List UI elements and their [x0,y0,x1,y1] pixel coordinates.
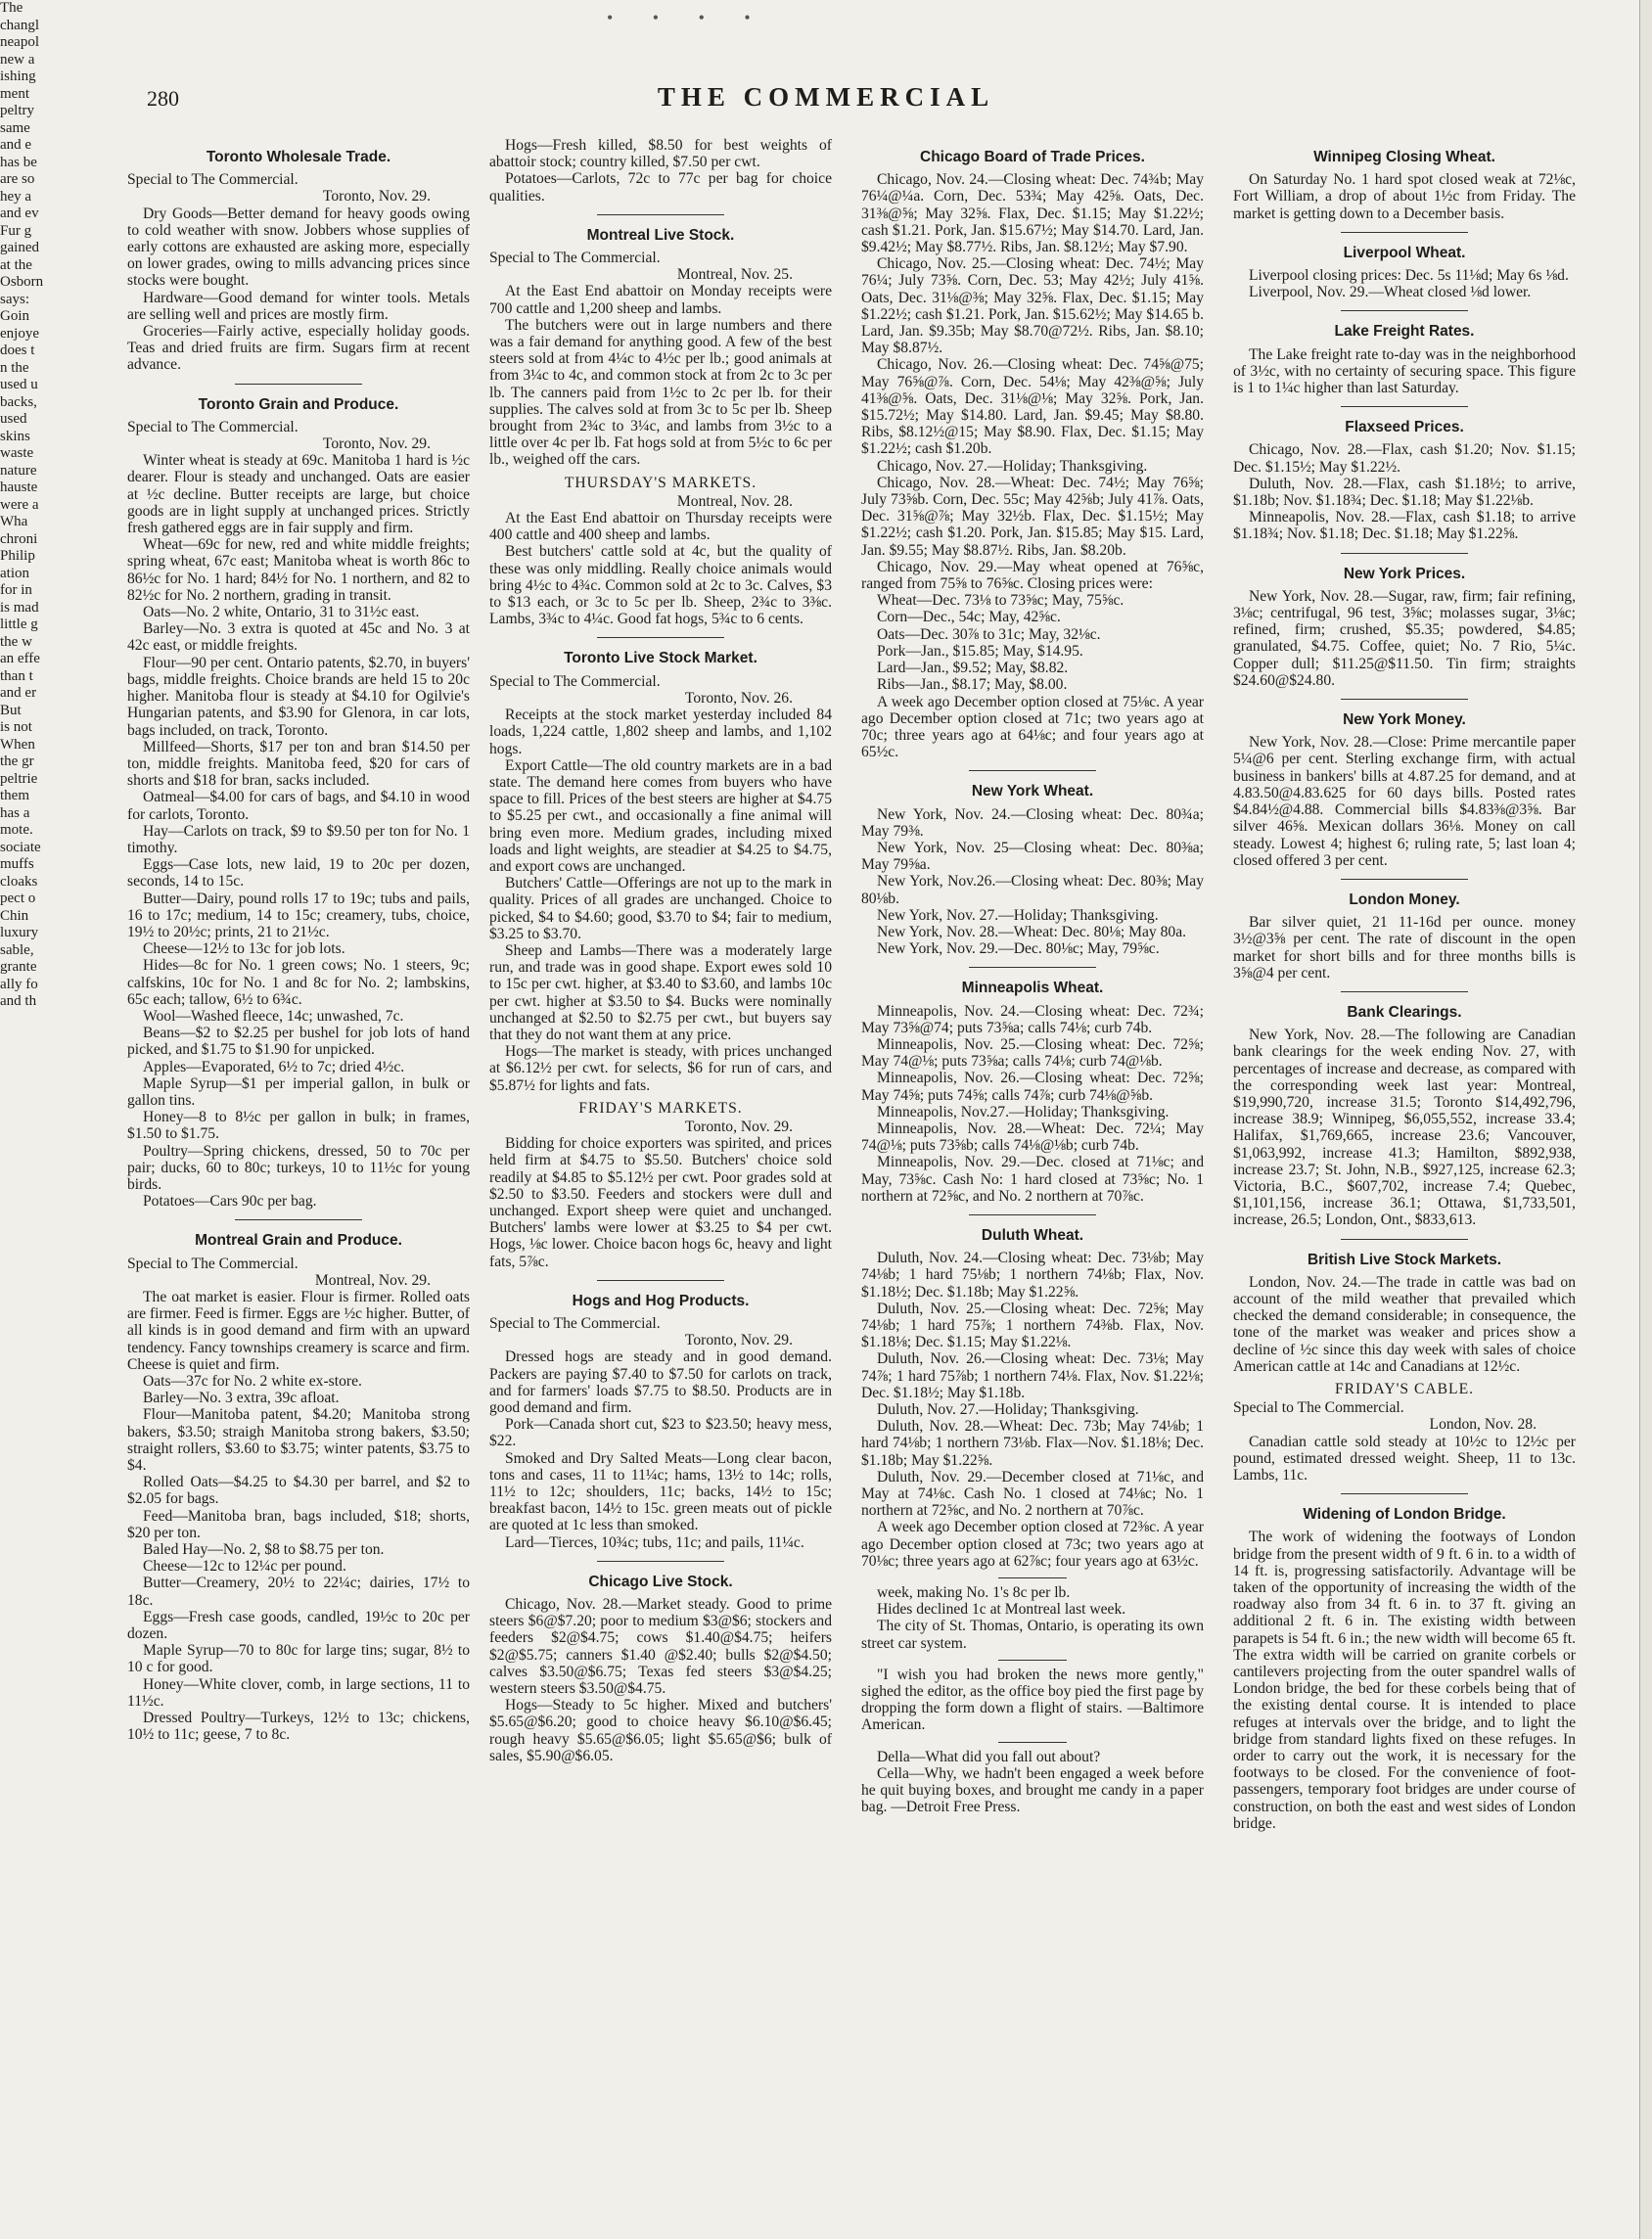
paragraph: "I wish you had broken the news more gently," sighed the editor, as the office boy pied the first page by dropping the form down a flight of stairs. —Baltimore American. [861,1666,1204,1734]
paragraph: Eggs—Case lots, new laid, 19 to 20c per dozen, seconds, 14 to 15c. [127,856,470,891]
cropped-text-fragment: n the [0,359,29,376]
paragraph: Poultry—Spring chickens, dressed, 50 to 70c per pair; ducks, 60 to 80c; turkeys, 10 to 11½c for young birds. [127,1142,470,1193]
paragraph: Winter wheat is steady at 69c. Manitoba 1 hard is ½c dearer. Flour is steady and unchanged. Oats are easier at ½c decline. Butter receipts are large, but choice goods are in light supply at unchanged prices. Strictly fresh gathered eggs are in fair supply and firm. [127,452,470,537]
cropped-text-fragment: muffs [0,856,34,872]
article-headline: Montreal Live Stock. [586,226,735,244]
dateline: Toronto, Nov. 26. [684,689,793,707]
divider-rule [969,770,1096,771]
cropped-text-fragment: little g [0,617,38,632]
paragraph: Maple Syrup—$1 per imperial gallon, in bulk or gallon tins. [127,1074,470,1109]
cropped-text-fragment: ally fo [0,976,38,992]
cropped-text-fragment: Wha [0,514,28,529]
cropped-text-fragment: sable, [0,941,34,958]
article-headline: New York Money. [1343,711,1466,729]
article-headline: Toronto Live Stock Market. [564,650,757,667]
paragraph: Liverpool closing prices: Dec. 5s 11⅛d; May 6s ⅛d. [1249,267,1569,285]
paragraph: Honey—8 to 8½c per gallon in bulk; in frames, $1.50 to $1.75. [127,1109,470,1143]
article-headline: Toronto Wholesale Trade. [206,149,391,165]
paragraph: Wheat—Dec. 73⅛ to 73⅝c; May, 75⅝c. [877,592,1124,610]
divider-rule [597,1280,724,1281]
divider-rule [1341,1493,1468,1494]
paragraph: Hides—8c for No. 1 green cows; No. 1 steers, 9c; calfskins, 10c for No. 1 and 8c for No. 2; lambskins, 65c each; tallow, 6½ to 6¾c. [127,957,470,1008]
top-marks: • • • • [607,8,768,27]
paragraph: Minneapolis, Nov. 26.—Closing wheat: Dec. 72⅝; May 74⅝; puts 74⅝; calls 74⅞; curb 74⅛@⅝b. [861,1070,1204,1104]
cropped-text-fragment: waste [0,445,34,461]
divider-rule [998,1660,1067,1661]
paragraph: Minneapolis, Nov. 24.—Closing wheat: Dec. 72¾; May 73⅝@74; puts 73⅝a; calls 74⅛; curb 74b. [861,1002,1204,1036]
paragraph: New York, Nov.26.—Closing wheat: Dec. 80⅜; May 80⅛b. [861,873,1204,907]
cropped-text-fragment: same [0,119,30,136]
cropped-text-fragment: gained [0,240,39,255]
divider-rule [998,1742,1067,1743]
paragraph: Honey—White clover, comb, in large sections, 11 to 11½c. [127,1675,470,1710]
cropped-text-fragment: than t [0,667,33,684]
paragraph: Apples—Evaporated, 6½ to 7c; dried 4½c. [143,1058,405,1075]
paragraph: A week ago December option closed at 75⅛c. A year ago December option closed at 71c; two years ago at 70c; three years ago at 64⅛c; and four years ago at 65½c. [861,693,1204,761]
cropped-text-fragment: are so [0,171,35,187]
cropped-text-fragment: pect o [0,891,36,906]
cropped-text-fragment: ishing [0,69,36,84]
cropped-text-fragment: The [0,0,23,16]
paragraph: London, Nov. 24.—The trade in cattle was bad on account of the mild weather that prevailed which checked the demand considerable; in consequence, the tone of the market was weaker and prices show a decline of ½c since this day week with sales of choice American cattle at 14c and Canadians at 12½c. [1233,1273,1576,1375]
article [1233,149,1576,222]
cropped-text-fragment: has be [0,154,37,170]
paragraph: Della—What did you fall out about? [877,1748,1101,1765]
cropped-text-fragment: grante [0,959,37,975]
paragraph: Hogs—Steady to 5c higher. Mixed and butchers' $5.65@$6.20; good to choice heavy $6.10@$6.45; rough heavy $5.65@$6.05; light $5.65@$6; bulk of sales, $5.90@$6.05. [489,1697,832,1764]
cropped-text-fragment: Chin [0,907,29,924]
article [861,770,1204,957]
paragraph: Dressed hogs are steady and in good demand. Packers are paying $7.40 to $7.50 for carlots on track, and for farmers' loads $7.75 to $8.50. Products are in good demand and firm. [489,1348,832,1417]
paragraph: Liverpool, Nov. 29.—Wheat closed ⅛d lower. [1249,284,1532,301]
cropped-text-fragment: cloaks [0,873,38,890]
cropped-text-fragment: the gr [0,754,34,769]
column-1 [127,137,470,2231]
divider-rule [1341,1239,1468,1240]
article [489,1561,832,1764]
article-headline: Hogs and Hog Products. [572,1292,750,1309]
cropped-text-fragment: Goin [0,308,29,324]
paragraph: Cella—Why, we hadn't been engaged a week before he quit buying boxes, and brought me candy in a paper bag. —Detroit Free Press. [861,1764,1204,1816]
paragraph: Cheese—12c to 12¼c per pound. [143,1558,346,1576]
paragraph: Potatoes—Cars 90c per bag. [143,1193,317,1211]
paragraph: Oats—Dec. 30⅞ to 31c; May, 32⅛c. [877,625,1101,643]
paragraph: Wheat—69c for new, red and white middle freights; spring wheat, 67c east; Manitoba wheat is worth 86c to 86½c for No. 1 hard; 84½ for No. 1 northern, and 82 to 82½c for No. 2 northern, grading in transit. [127,536,470,604]
cropped-text-fragment: is not [0,719,32,735]
sub-headline: FRIDAY'S MARKETS. [578,1099,743,1117]
cropped-text-fragment: chroni [0,530,38,547]
paragraph: Receipts at the stock market yesterday included 84 loads, 1,224 cattle, 1,802 sheep and lambs, and 1,102 hogs. [489,707,832,757]
paragraph: Butchers' Cattle—Offerings are not up to the mark in quality. Prices of all grades are unchanged. Choice to picked, $4 to $4.60; good, $3.70 to $4; fair to medium, $3.25 to $3.70. [489,875,832,942]
paragraph: Chicago, Nov. 28.—Market steady. Good to prime steers $6@$7.20; poor to medium $3@$6; stockers and feeders $2@$4.75; cows $1.40@$4.75; heifers $2@$5.75; canners $1.40 @$2.40; bulls $2@$4.50; calves $3.50@$6.75; Texas fed steers $3@$4.25; western steers $3.50@$4.75. [489,1596,832,1698]
paragraph: Hardware—Good demand for winter tools. Metals are selling well and prices are mostly firm. [127,289,470,323]
cropped-text-fragment: is mad [0,599,39,616]
cropped-text-fragment: and th [0,993,37,1009]
dateline: Montreal, Nov. 25. [676,266,793,284]
cropped-text-fragment: says: [0,291,29,307]
special-line: Special to The Commercial. [127,418,298,435]
paragraph: New York, Nov. 28.—Sugar, raw, firm; fair refining, 3⅛c; centrifugal, 96 test, 3⅝c; molasses sugar, 3⅛c; refined, firm; crushed, $5.35; powdered, $4.85; granulated, $4.75. Coffee, quiet; No. 7 Rio, 5¼c. Copper dull; $11.25@$11.50. Tin firm; straights $24.60@$24.80. [1233,587,1576,689]
paragraph: Chicago, Nov. 26.—Closing wheat: Dec. 74⅝@75; May 76⅝@⅞. Corn, Dec. 54⅛; May 42⅜@⅝; July 41⅜@⅝. Oats, Dec. 31⅛@⅛; May 32⅝. Pork, Jan. $15.72½; May $14.80. Lard, Jan. $9.45; May $8.80. Ribs, $8.12½@15; May $8.90. Flax, Dec. $1.15; May $1.22½; cash $1.20b. [861,356,1204,458]
divider-rule [1341,991,1468,992]
article [1233,406,1576,542]
paragraph: New York, Nov. 28.—Wheat: Dec. 80⅛; May 80a. [877,923,1187,940]
cropped-text-fragment: Philip [0,548,35,564]
paragraph: Pork—Jan., $15.85; May, $14.95. [877,642,1083,660]
article-headline: Montreal Grain and Produce. [195,1232,402,1250]
cropped-text-fragment: for in [0,582,32,598]
masthead-title: THE COMMERCIAL [657,82,995,112]
column-4 [1233,137,1576,2231]
paragraph: Best butchers' cattle sold at 4c, but the quality of these was only middling. Really choice animals would bring 4½c to 4¾c. Common sold at 2c to 3c. Calves, $3 to $13 each, or 3c to 5c per lb. Sheep, 2¾c to 3⅜c. Lambs, 3¾c to 4¼c. Good fat hogs, 5¾c to 6 cents. [489,543,832,628]
paragraph: The work of widening the footways of London bridge from the present width of 9 ft. 6 in. to a width of 14 ft. is, progressing satisfactorily. Advantage will be taken of the opportunity of increasing the width of the roadway also from 34 ft. 6 in. to 37 ft. giving an additional 2 ft. 6 in. The existing width between parapets is 54 ft. 6 in.; the new width will become 65 ft. The extra width will be carried on granite corbels or cantilevers projecting from the outer spandrel walls of London bridge, the bed for these corbels being that of the existing dental course. It is intended to place refuges at intervals over the bridge, and to light the bridge from standard lights fixed on these refuges. In order to carry out the work, it is necessary for the footways to be closed. For the convenience of foot-passengers, temporary foot bridges are under course of construction, on both the east and west sides of London bridge. [1233,1529,1576,1832]
paragraph: Chicago, Nov. 27.—Holiday; Thanksgiving. [877,457,1148,475]
paragraph: Dry Goods—Better demand for heavy goods owing to cold weather with snow. Jobbers whose supplies of early cottons are exhausted are asking more, especially on lower grades, owing to mills advancing prices since stocks were bought. [127,205,470,290]
article-headline: New York Wheat. [971,783,1094,800]
paragraph: week, making No. 1's 8c per lb. [877,1584,1071,1602]
paragraph: New York, Nov. 28.—The following are Canadian bank clearings for the week ending Nov. 27, with percentages of increase and decrease, as compared with the corresponding week last year: Montreal, $19,990,720, increase 31.5; Toronto $14,492,796, increase 38.9; Winnipeg, $6,055,552, increase 33.4; Halifax, $1,769,665, increase 23.6; Vancouver, $1,063,992, increase 41.3; Hamilton, $892,938, increase 23.7; St. John, N.B., $927,125, increase 62.3; Victoria, B.C., $607,702, increase 7.4; Quebec, $1,101,156, increase 36.1; Ottawa, $1,733,501, increase, 26.5; London, Ont., $833,613. [1233,1027,1576,1229]
article [861,1214,1204,1570]
paragraph: Duluth, Nov. 28.—Flax, cash $1.18½; to arrive, $1.18b; Nov. $1.18¾; Dec. $1.18; May $1.22⅛b. [1233,475,1576,510]
cropped-text-fragment: new a [0,51,35,68]
cropped-text-fragment: them [0,788,29,803]
paragraph: Groceries—Fairly active, especially holiday goods. Teas and dried fruits are firm. Sugars firm at recent advance. [127,323,470,374]
cropped-text-fragment: changl [0,17,39,33]
article [127,149,470,374]
divider-rule [1341,406,1468,407]
special-line: Special to The Commercial. [127,171,298,189]
paragraph: Barley—No. 3 extra is quoted at 45c and No. 3 at 42c east, or middle freights. [127,620,470,655]
cropped-text-fragment: ment [0,85,29,102]
paragraph: Flour—Manitoba patent, $4.20; Manitoba strong bakers, $3.50; straigh Manitoba strong bakers, $3.50; straight rollers, $3.60 to $3.75; winter patents, $3.75 to $4. [127,1406,470,1475]
column-2 [489,137,832,2231]
article-headline: Chicago Live Stock. [588,1573,733,1590]
paragraph: Butter—Dairy, pound rolls 17 to 19c; tubs and pails, 16 to 17c; medium, 14 to 15c; creamery, tubs, choice, 19½ to 20½c; prints, 21 to 21½c. [127,890,470,940]
paragraph: Hogs—Fresh killed, $8.50 for best weights of abattoir stock; country killed, $7.50 per cwt. [489,137,832,171]
paragraph: Millfeed—Shorts, $17 per ton and bran $14.50 per ton, middle freights. Manitoba feed, $20 for cars of shorts and $18 for bran, sacks included. [127,738,470,790]
article-headline: Winnipeg Closing Wheat. [1313,149,1495,165]
paragraph: Chicago, Nov. 25.—Closing wheat: Dec. 74½; May 76¼; July 73⅝. Corn, Dec. 53; May 42½; July 41⅝. Oats, Dec. 31⅛@⅜; May 32⅝. Flax, Dec. $1.15; May $1.22½; cash $1.21. Pork, Jan. $15.62½; May $14.65 b. Lard, Jan. $9.35b; May $8.70@72½. Ribs, Jan. $8.10; May $8.87½. [861,255,1204,357]
cropped-text-fragment: and e [0,137,32,153]
paragraph: Duluth, Nov. 26.—Closing wheat: Dec. 73⅛; May 74⅞; 1 hard 75⅞b; 1 northern 74⅛. Flax, Nov. $1.22⅛; Dec. $1.18½; May $1.18b. [861,1350,1204,1401]
cropped-text-fragment: When [0,736,35,753]
cropped-text-fragment: neapol [0,34,39,50]
paragraph: Flour—90 per cent. Ontario patents, $2.70, in buyers' bags, middle freights. Choice brands are held 15 to 20c higher. Manitoba flour is steady at $4.10 for Ogilvie's Hungarian patents, and $3.90 for Glenora, in car lots, bags included, on track, Toronto. [127,654,470,739]
article [489,137,832,205]
cropped-text-fragment: has a [0,804,30,821]
article [489,1280,832,1551]
article [1233,1239,1576,1485]
paragraph: A week ago December option closed at 72⅜c. A year ago December option closed at 73c; two years ago at 70⅛c; three years ago at 62⅞c; four years ago at 63½c. [861,1519,1204,1570]
article [1233,991,1576,1229]
divider-rule [1341,699,1468,700]
divider-rule [1341,879,1468,880]
article-headline: Widening of London Bridge. [1303,1506,1506,1524]
paragraph: Wool—Washed fleece, 14c; unwashed, 7c. [143,1007,404,1025]
paragraph: Baled Hay—No. 2, $8 to $8.75 per ton. [143,1541,385,1559]
dateline: Toronto, Nov. 29. [322,188,431,206]
paragraph: Sheep and Lambs—There was a moderately large run, and trade was in good shape. Export ewes sold 10 to 15c per cwt. higher, at $3.40 to $3.60, and lambs 10c per cwt. higher at $3.50 to $4. Bucks were nominally unchanged at $2.50 to $2.75 per cwt., but buyers say that they do not want them at any price. [489,941,832,1043]
paragraph: Chicago, Nov. 28.—Wheat: Dec. 74½; May 76⅝; July 73⅝b. Corn, Dec. 55c; May 42⅝b; July 41⅞. Oats, Dec. 31⅝@⅞; May 32½b. Flax, Dec. $1.15½; May $1.22½; cash $1.20. Pork, Jan. $15.85; May $15. Lard, Jan. $9.55; May $8.87½. Ribs, Jan. $8.20b. [861,474,1204,559]
paragraph: Barley—No. 3 extra, 39c afloat. [143,1390,340,1407]
paragraph: Hay—Carlots on track, $9 to $9.50 per ton for No. 1 timothy. [127,822,470,856]
dateline: Toronto, Nov. 29. [684,1118,793,1135]
article [127,384,470,1211]
paragraph: Eggs—Fresh case goods, candled, 19½c to 20c per dozen. [127,1608,470,1643]
cropped-text-fragment: enjoye [0,325,39,342]
divider-rule [969,967,1096,968]
dateline: London, Nov. 28. [1429,1416,1537,1434]
paragraph: Bidding for choice exporters was spirited, and prices held firm at $4.75 to $5.50. Butchers' choice sold readily at $4.85 to $5.12½ per cwt. Poor grades sold at $2.50 to $3.50. Feeders and stockers were dull and unchanged. Export sheep were quiet and unchanged. Butchers' lambs were lower at $3.25 to $4 per cwt. Hogs, ⅛c lower. Choice bacon hogs 6c, heavy and light fats, 5⅞c. [489,1135,832,1270]
paragraph: Oats—37c for No. 2 white ex-store. [143,1373,362,1391]
article [489,637,832,1269]
article [1233,1493,1576,1832]
paragraph: Hogs—The market is steady, with prices unchanged at $6.12½ per cwt. for selects, $6 for run of cars, and $5.87½ for lights and fats. [489,1043,832,1094]
article [861,1742,1204,1816]
article [861,967,1204,1205]
paragraph: Duluth, Nov. 27.—Holiday; Thanksgiving. [877,1401,1139,1419]
paragraph: Ribs—Jan., $8.17; May, $8.00. [877,676,1068,694]
article-headline: Minneapolis Wheat. [961,980,1104,997]
cropped-text-fragment: mote. [0,822,33,838]
cropped-text-fragment: peltrie [0,770,38,787]
cropped-text-fragment: backs, [0,393,37,410]
cropped-text-fragment: were a [0,496,39,513]
divider-rule [597,214,724,215]
paragraph: Smoked and Dry Salted Meats—Long clear bacon, tons and cases, 11 to 11¼c; hams, 13½ to 14c; rolls, 11½ to 12c; shoulders, 11c; backs, 14½ to 15c; breakfast bacon, 14½ to 15c. green meats out of pickle are quoted at 1c less than smoked. [489,1449,832,1534]
article-headline: Flaxseed Prices. [1345,419,1464,436]
cropped-text-fragment: hauste [0,480,38,495]
article-headline: New York Prices. [1343,565,1466,582]
paragraph: Cheese—12½ to 13c for job lots. [143,940,345,958]
paragraph: Butter—Creamery, 20½ to 22¼c; dairies, 17½ to 18c. [127,1575,470,1609]
cropped-text-fragment: and ev [0,206,39,221]
paragraph: Duluth, Nov. 24.—Closing wheat: Dec. 73⅛b; May 74⅛b; 1 hard 75⅛b; 1 northern 74⅛b; Flax, Nov. $1.18½; Dec. $1.18b; May $1.22⅝. [861,1250,1204,1301]
paragraph: Minneapolis, Nov. 25.—Closing wheat: Dec. 72⅝; May 74@⅛; puts 73⅝a; calls 74⅛; curb 74@⅛b. [861,1035,1204,1071]
paragraph: The oat market is easier. Flour is firmer. Rolled oats are firmer. Feed is firmer. Eggs are ½c higher. Butter, of all kinds is in good demand and firm with an upward tendency. Fancy townships creamery is scarce and firm. Cheese is quiet and firm. [127,1289,470,1373]
paragraph: New York, Nov. 24.—Closing wheat: Dec. 80¾a; May 79⅜. [861,805,1204,840]
cropped-text-fragment: at the [0,256,32,273]
column-3 [861,137,1204,2231]
paragraph: At the East End abattoir on Monday receipts were 700 cattle and 1,200 sheep and lambs. [489,283,832,317]
paragraph: Pork—Canada short cut, $23 to $23.50; heavy mess, $22. [489,1416,832,1450]
paragraph: Chicago, Nov. 28.—Flax, cash $1.20; Nov. $1.15; Dec. $1.15½; May $1.22½. [1233,441,1576,476]
paragraph: Dressed Poultry—Turkeys, 12½ to 13c; chickens, 10½ to 11c; geese, 7 to 8c. [127,1710,470,1744]
cropped-text-fragment: Osborn [0,274,44,290]
paragraph: Duluth, Nov. 29.—December closed at 71⅛c, and May at 74⅛c. Cash No. 1 closed at 74⅛c; No. 1 northern at 72⅝c, and No. 2 northern at 70⅞c. [861,1468,1204,1520]
paragraph: At the East End abattoir on Thursday receipts were 400 cattle and 400 sheep and lambs. [489,510,832,544]
cropped-text-fragment: But [0,702,22,718]
paragraph: The city of St. Thomas, Ontario, is operating its own street car system. [861,1618,1204,1652]
article-headline: Lake Freight Rates. [1334,323,1475,341]
article [1233,699,1576,869]
article [1233,310,1576,396]
divider-rule [235,384,362,385]
article [489,214,832,628]
article [861,149,1204,760]
paragraph: Chicago, Nov. 24.—Closing wheat: Dec. 74¾b; May 76¼@¼a. Corn, Dec. 53¾; May 42⅝. Oats, Dec. 31⅜@⅝; May 32⅝. Flax, Dec. $1.15; May $1.22½; cash $1.21. Pork, Jan. $15.67½; May $14.70. Lard, Jan. $9.42½; May $8.77½. Ribs, Jan. $8.12½; May $7.90. [861,171,1204,256]
special-line: Special to The Commercial. [127,1255,298,1272]
paragraph: Potatoes—Carlots, 72c to 77c per bag for choice qualities. [489,170,832,205]
paragraph: Maple Syrup—70 to 80c for large tins; sugar, 8½ to 10 c for good. [127,1642,470,1676]
special-line: Special to The Commercial. [489,250,661,267]
divider-rule [998,1577,1067,1578]
cropped-text-fragment: peltry [0,103,34,118]
paragraph: Lard—Tierces, 10¾c; tubs, 11c; and pails, 11¼c. [505,1533,804,1551]
dateline: Toronto, Nov. 29. [322,435,431,453]
special-line: Special to The Commercial. [1233,1399,1404,1417]
article [1233,232,1576,301]
divider-rule [597,1561,724,1562]
paragraph: Beans—$2 to $2.25 per bushel for job lots of hand picked, and $1.75 to $1.90 for unpicked. [127,1025,470,1059]
paragraph: Minneapolis, Nov. 29.—Dec. closed at 71⅛c; and May, 73⅝c. Cash No: 1 hard closed at 73⅝c; No. 1 northern at 72⅝c, and No. 2 northern at 70⅞c. [861,1154,1204,1205]
cropped-text-fragment: used [0,411,27,427]
paragraph: Hides declined 1c at Montreal last week. [877,1601,1126,1619]
paragraph: Rolled Oats—$4.25 to $4.30 per barrel, and $2 to $2.05 for bags. [127,1474,470,1508]
article-headline: Duluth Wheat. [981,1226,1084,1244]
cropped-text-fragment: ation [0,565,29,581]
article [861,1660,1204,1734]
paragraph: Feed—Manitoba bran, bags included, $18; shorts, $20 per ton. [127,1507,470,1541]
article [861,1577,1204,1652]
article-headline: Toronto Grain and Produce. [198,395,399,413]
cropped-text-fragment: used u [0,377,38,392]
paragraph: The Lake freight rate to-day was in the neighborhood of 3½c, with no certainty of securing space. This figure is 1 to 1¼c higher than last Saturday. [1233,345,1576,397]
cropped-text-fragment: hey a [0,188,32,205]
cropped-text-fragment: does t [0,343,35,358]
article-headline: British Live Stock Markets. [1307,1251,1502,1268]
paragraph: New York, Nov. 25—Closing wheat: Dec. 80⅜a; May 79⅝a. [861,839,1204,874]
column-5-cropped [0,0,54,2094]
paragraph: Duluth, Nov. 28.—Wheat: Dec. 73b; May 74⅛b; 1 hard 74⅛b; 1 northern 73⅛b. Flax—Nov. $1.18⅛; Dec. $1.18b; May $1.22⅝. [861,1418,1204,1469]
cropped-text-fragment: and er [0,685,37,701]
divider-rule [1341,232,1468,233]
divider-rule [597,637,724,638]
paragraph: The butchers were out in large numbers and there was a fair demand for anything good. A few of the best steers sold at from 4¼c to 4½c per lb.; good animals at from 3¼c to 4c, and common stock at from 2c to 3c per lb. The canners paid from 1½c to 2c per lb. for their supplies. The calves sold at from 3c to 5c per lb. Sheep brought from 2¾c to 3¼c, and lambs from 3½c to a little over 4c per lb. Fat hogs sold at from 5½c to 6c per lb., weighed off the cars. [489,316,832,469]
paragraph: Bar silver quiet, 21 11-16d per ounce. money 3½@3⅝ per cent. The rate of discount in the open market for short bills and for three months bills is 3⅝@4 per cent. [1233,914,1576,982]
article-headline: Chicago Board of Trade Prices. [920,149,1145,165]
dateline: Toronto, Nov. 29. [684,1332,793,1349]
paragraph: Canadian cattle sold steady at 10½c to 12½c per pound, estimated dressed weight. Sheep, 11 to 13c. Lambs, 11c. [1233,1433,1576,1484]
article [1233,879,1576,982]
paragraph: Minneapolis, Nov. 28.—Wheat: Dec. 72¼; May 74@⅛; puts 73⅝b; calls 74⅛@⅛b; curb 74b. [861,1120,1204,1155]
paragraph: Corn—Dec., 54c; May, 42⅝c. [877,609,1061,626]
article-headline: Bank Clearings. [1347,1003,1462,1021]
paragraph: New York, Nov. 27.—Holiday; Thanksgiving. [877,906,1159,924]
paragraph: On Saturday No. 1 hard spot closed weak at 72⅛c, Fort William, a drop of about 1½c from Friday. The market is getting down to a December basis. [1233,171,1576,222]
paragraph: Lard—Jan., $9.52; May, $8.82. [877,660,1069,677]
article-headline: London Money. [1349,891,1460,908]
dateline: Montreal, Nov. 29. [314,1271,431,1289]
sub-headline: FRIDAY'S CABLE. [1334,1380,1474,1397]
paragraph: Minneapolis, Nov.27.—Holiday; Thanksgiving. [877,1103,1170,1120]
cropped-text-fragment: the w [0,633,32,650]
cropped-text-fragment: luxury [0,925,39,940]
cropped-text-fragment: sociate [0,839,41,855]
cropped-text-fragment: Fur g [0,222,32,239]
page-number: 280 [147,86,179,111]
cropped-text-fragment: skins [0,428,30,444]
paragraph: Duluth, Nov. 25.—Closing wheat: Dec. 72⅝; May 74⅛b; 1 hard 75⅞; 1 northern 74⅜b. Flax, Nov. $1.18⅛; Dec. $1.15; May $1.22⅛. [861,1300,1204,1351]
paragraph: Minneapolis, Nov. 28.—Flax, cash $1.18; to arrive $1.18¾; Nov. $1.18; Dec. $1.18; May $1.22⅝. [1233,509,1576,543]
special-line: Special to The Commercial. [489,672,661,690]
dateline: Montreal, Nov. 28. [676,492,793,510]
divider-rule [969,1214,1096,1215]
divider-rule [235,1219,362,1220]
cropped-text-fragment: an effe [0,651,40,666]
article [1233,553,1576,689]
paragraph: New York, Nov. 29.—Dec. 80⅛c; May, 79⅝c. [877,940,1160,958]
special-line: Special to The Commercial. [489,1315,661,1332]
paragraph: Export Cattle—The old country markets are in a bad state. The demand here comes from buyers who have space to fill. Prices of the best steers are higher at $4.75 to $5.25 per cwt., and occasionally a fine animal will bring even more. Medium grades, including mixed loads and light weights, are steadier at $4.25 to $4.75, and export cows are unchanged. [489,756,832,875]
sub-headline: THURSDAY'S MARKETS. [564,474,757,491]
paragraph: Chicago, Nov. 29.—May wheat opened at 76⅝c, ranged from 75⅝ to 76⅝c. Closing prices were: [861,558,1204,593]
divider-rule [1341,553,1468,554]
paragraph: Oats—No. 2 white, Ontario, 31 to 31½c east. [143,604,420,621]
divider-rule [1341,310,1468,311]
article [127,1219,470,1743]
cropped-text-fragment: nature [0,462,37,479]
paragraph: Oatmeal—$4.00 for cars of bags, and $4.10 in wood for carlots, Toronto. [127,789,470,823]
page-edge [1639,0,1652,2239]
article-headline: Liverpool Wheat. [1343,244,1466,261]
paragraph: New York, Nov. 28.—Close: Prime mercantile paper 5¼@6 per cent. Sterling exchange firm, with actual business in bankers' bills at 4.87.25 for demand, and at 4.83.50@4.83.625 for 60 days bills. Posted rates $4.84½@4.88. Commercial bills $4.83⅜@3⅝. Bar silver 46⅝. Mexican dollars 36⅛. Money on call steady. Lowest 4; highest 6; ruling rate, 5; last loan 4; closed offered 3 per cent. [1233,734,1576,869]
